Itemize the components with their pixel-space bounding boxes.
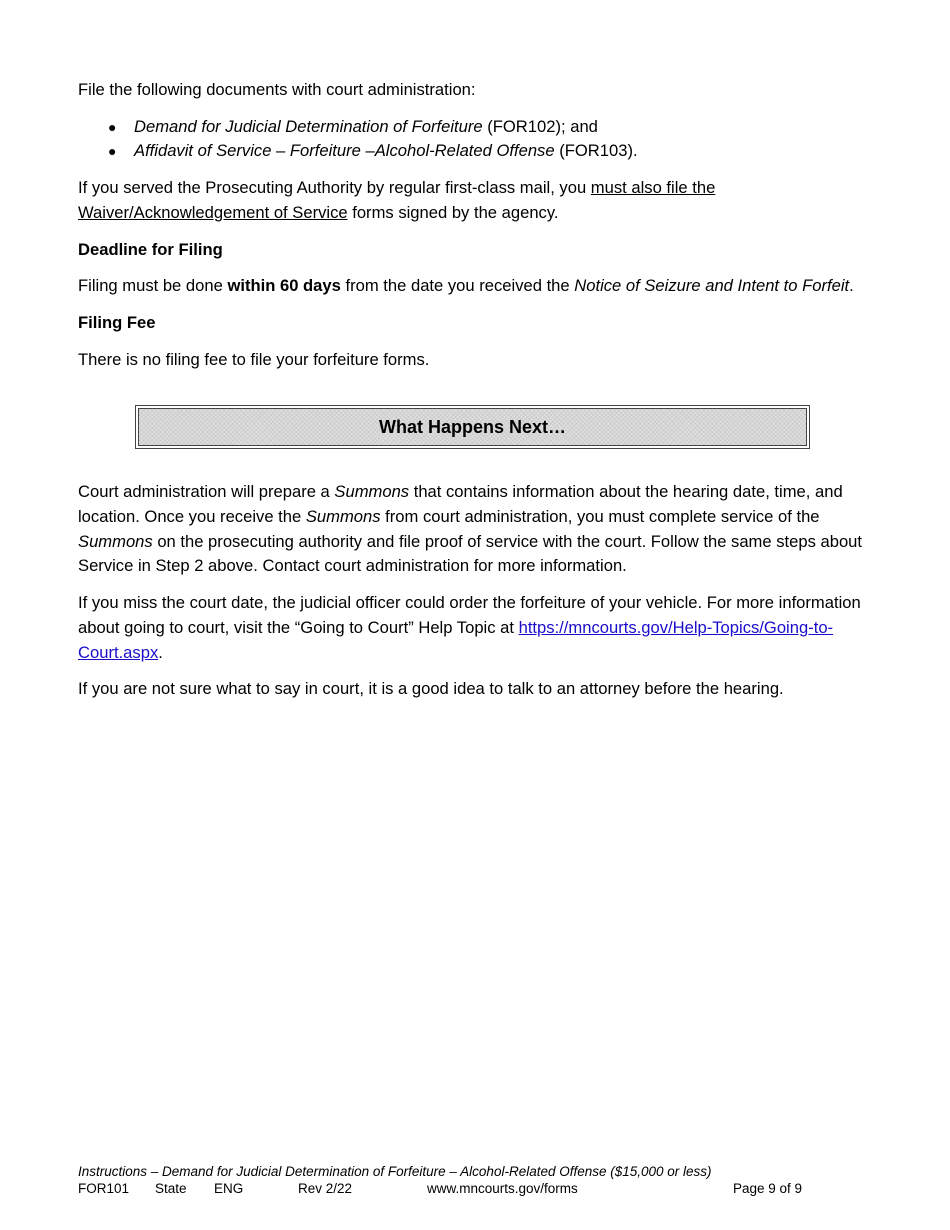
bullet-icon: ● (108, 143, 117, 160)
page-footer (78, 1163, 838, 1197)
form-id: FOR101 (78, 1181, 130, 1196)
list-item (78, 139, 878, 164)
document-list (78, 115, 878, 164)
document-title: Demand for Judicial Determination of Forfeiture (134, 116, 483, 136)
mail-requirement: must also file the Waiver/Acknowledgement of Service (78, 178, 716, 222)
revision: Rev 2/22 (298, 1181, 353, 1196)
page-number: Page 9 of 9 (733, 1181, 803, 1196)
document-suffix: (FOR102); and (482, 116, 598, 136)
banner-title: What Happens Next… (378, 416, 567, 437)
footer-meta (78, 1180, 838, 1197)
deadline-heading: Deadline for Filing (78, 239, 223, 259)
language: ENG (214, 1181, 244, 1196)
attorney-paragraph: If you are not sure what to say in court, it is a good idea to talk to an attorney before the hearing. (78, 679, 784, 699)
intro-text: File the following documents with court administration: (78, 80, 476, 99)
footer-title: Instructions – Demand for Judicial Determination of Forfeiture – Alcohol-Related Offense ($15,000 or less) (78, 1164, 712, 1179)
document-body (78, 78, 878, 714)
mail-paragraph: If you served the Prosecuting Authority by regular first-class mail, you must also file the Waiver/Acknowledgement of Service forms signed by the agency. (78, 178, 716, 222)
fee-paragraph: There is no filing fee to file your forfeiture forms. (78, 349, 430, 369)
deadline-paragraph: Filing must be done within 60 days from the date you received the Notice of Seizure and Intent to Forfeit. (78, 276, 854, 296)
website: www.mncourts.gov/forms (427, 1181, 578, 1196)
court-date-paragraph: If you miss the court date, the judicial officer could order the forfeiture of your vehicle. For more information about going to court, visit the “Going to Court” Help Topic at https://mncourts.gov/Help-Topics/Going-to-Court.aspx. (78, 593, 861, 662)
going-to-court-link[interactable]: https://mncourts.gov/Help-Topics/Going-to-Court.aspx (78, 617, 834, 662)
bullet-icon: ● (108, 118, 117, 135)
document-suffix: (FOR103). (554, 141, 638, 161)
jurisdiction: State (155, 1181, 187, 1196)
summons-paragraph: Court administration will prepare a Summons that contains information about the hearing date, time, and location. Once you receive the Summons from court administration, you must complete service of the Summons on the prosecuting authority and file proof of service with the court. Follow the same steps about Service in Step 2 above. Contact court administration for more information. (78, 482, 863, 576)
what-happens-next-banner (138, 408, 807, 446)
list-item (78, 115, 878, 140)
document-title: Affidavit of Service – Forfeiture –Alcohol-Related Offense (134, 141, 555, 161)
fee-heading: Filing Fee (78, 312, 156, 332)
